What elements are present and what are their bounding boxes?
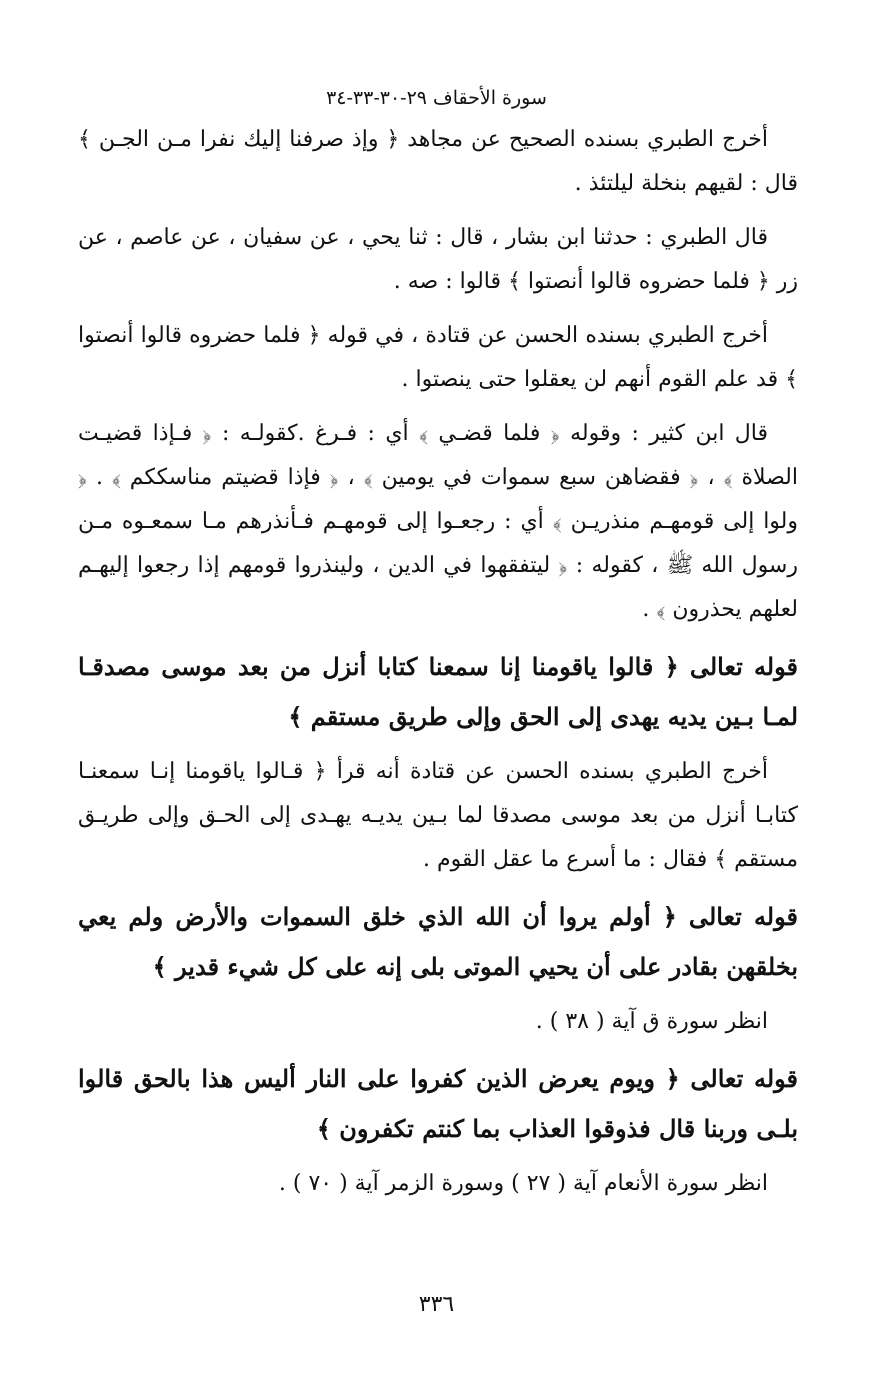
verse-heading-34: قوله تعالى ﴿ ويوم يعرض الذين كفروا على النار أليس هذا بالحق قالوا بلـى وربنا قال فذوقوا العذاب بما كنتم تكفرون ﴾ [78,1064,798,1143]
page-number: ٣٣٦ [418,1292,455,1317]
paragraph-tabari-qatada: أخرج الطبري بسنده الحسن عن قتادة ، في قوله ﴿ فلما حضروه قالوا أنصتوا ﴾ قد علم القوم أنهم لن يعقلوا حتى ينصتوا . [78,323,798,392]
cross-reference-surah-qaf: انظر سورة ق آية ( ٣٨ ) . [535,1009,768,1034]
running-header: سورة الأحقاف ٢٩-٣٠-٣٣-٣٤ [326,87,547,109]
cross-reference-anam-zumar: انظر سورة الأنعام آية ( ٢٧ ) وسورة الزمر آية ( ٧٠ ) . [278,1171,768,1196]
paragraph-tabari-qatada-recitation: أخرج الطبري بسنده الحسن عن قتادة أنه قرأ ﴿ قـالوا ياقومنا إنـا سمعنـا كتابـا أنزل من بعد موسى مصدقا لما بـين يديـه يهـدى إلى الحـق وإلى طريـق مستقم ﴾ فقال : ما أسرع ما عقل القوم . [78,759,798,872]
page-body [78,118,798,1216]
paragraph-ibn-kathir: قال ابن كثير : وقوله ﴿ فلما قضـي ﴾ أي : فـرغ .كقولـه : ﴿ فـإذا قضيـت الصلاة ﴾ ، ﴿ فقضاهن سبع سموات في يومين ﴾ ، ﴿ فإذا قضيتم مناسككم ﴾ . ﴿ ولوا إلى قومهـم منذريـن ﴾ أي : رجعـوا إلى قومهـم فـأنذرهم مـا سمعـوه مـن رسول الله ﷺ ، كقوله : ﴿ ليتفقهوا في الدين ، ولينذروا قومهم إذا رجعوا إليهـم لعلهم يحذرون ﴾ . [78,421,798,622]
verse-heading-33: قوله تعالى ﴿ أولم يروا أن الله الذي خلق السموات والأرض ولم يعي بخلقهن بقادر على أن يحيي الموتى بلى إنه على كل شيء قدير ﴾ [78,902,798,981]
paragraph-tabari-zirr: قال الطبري : حدثنا ابن بشار ، قال : ثنا يحي ، عن سفيان ، عن عاصم ، عن زر ﴿ فلما حضروه قالوا أنصتوا ﴾ قالوا : صه . [78,225,798,294]
paragraph-tabari-mujahid: أخرج الطبري بسنده الصحيح عن مجاهد ﴿ وإذ صرفنا إليك نفرا مـن الجـن ﴾ قال : لقيهم بنخلة ليلتئذ . [78,127,798,196]
verse-heading-29-30: قوله تعالى ﴿ قالوا ياقومنا إنا سمعنا كتابا أنزل من بعد موسى مصدقـا لمـا بـين يديه يهدى إلى الحق وإلى طريق مستقم ﴾ [78,652,798,731]
